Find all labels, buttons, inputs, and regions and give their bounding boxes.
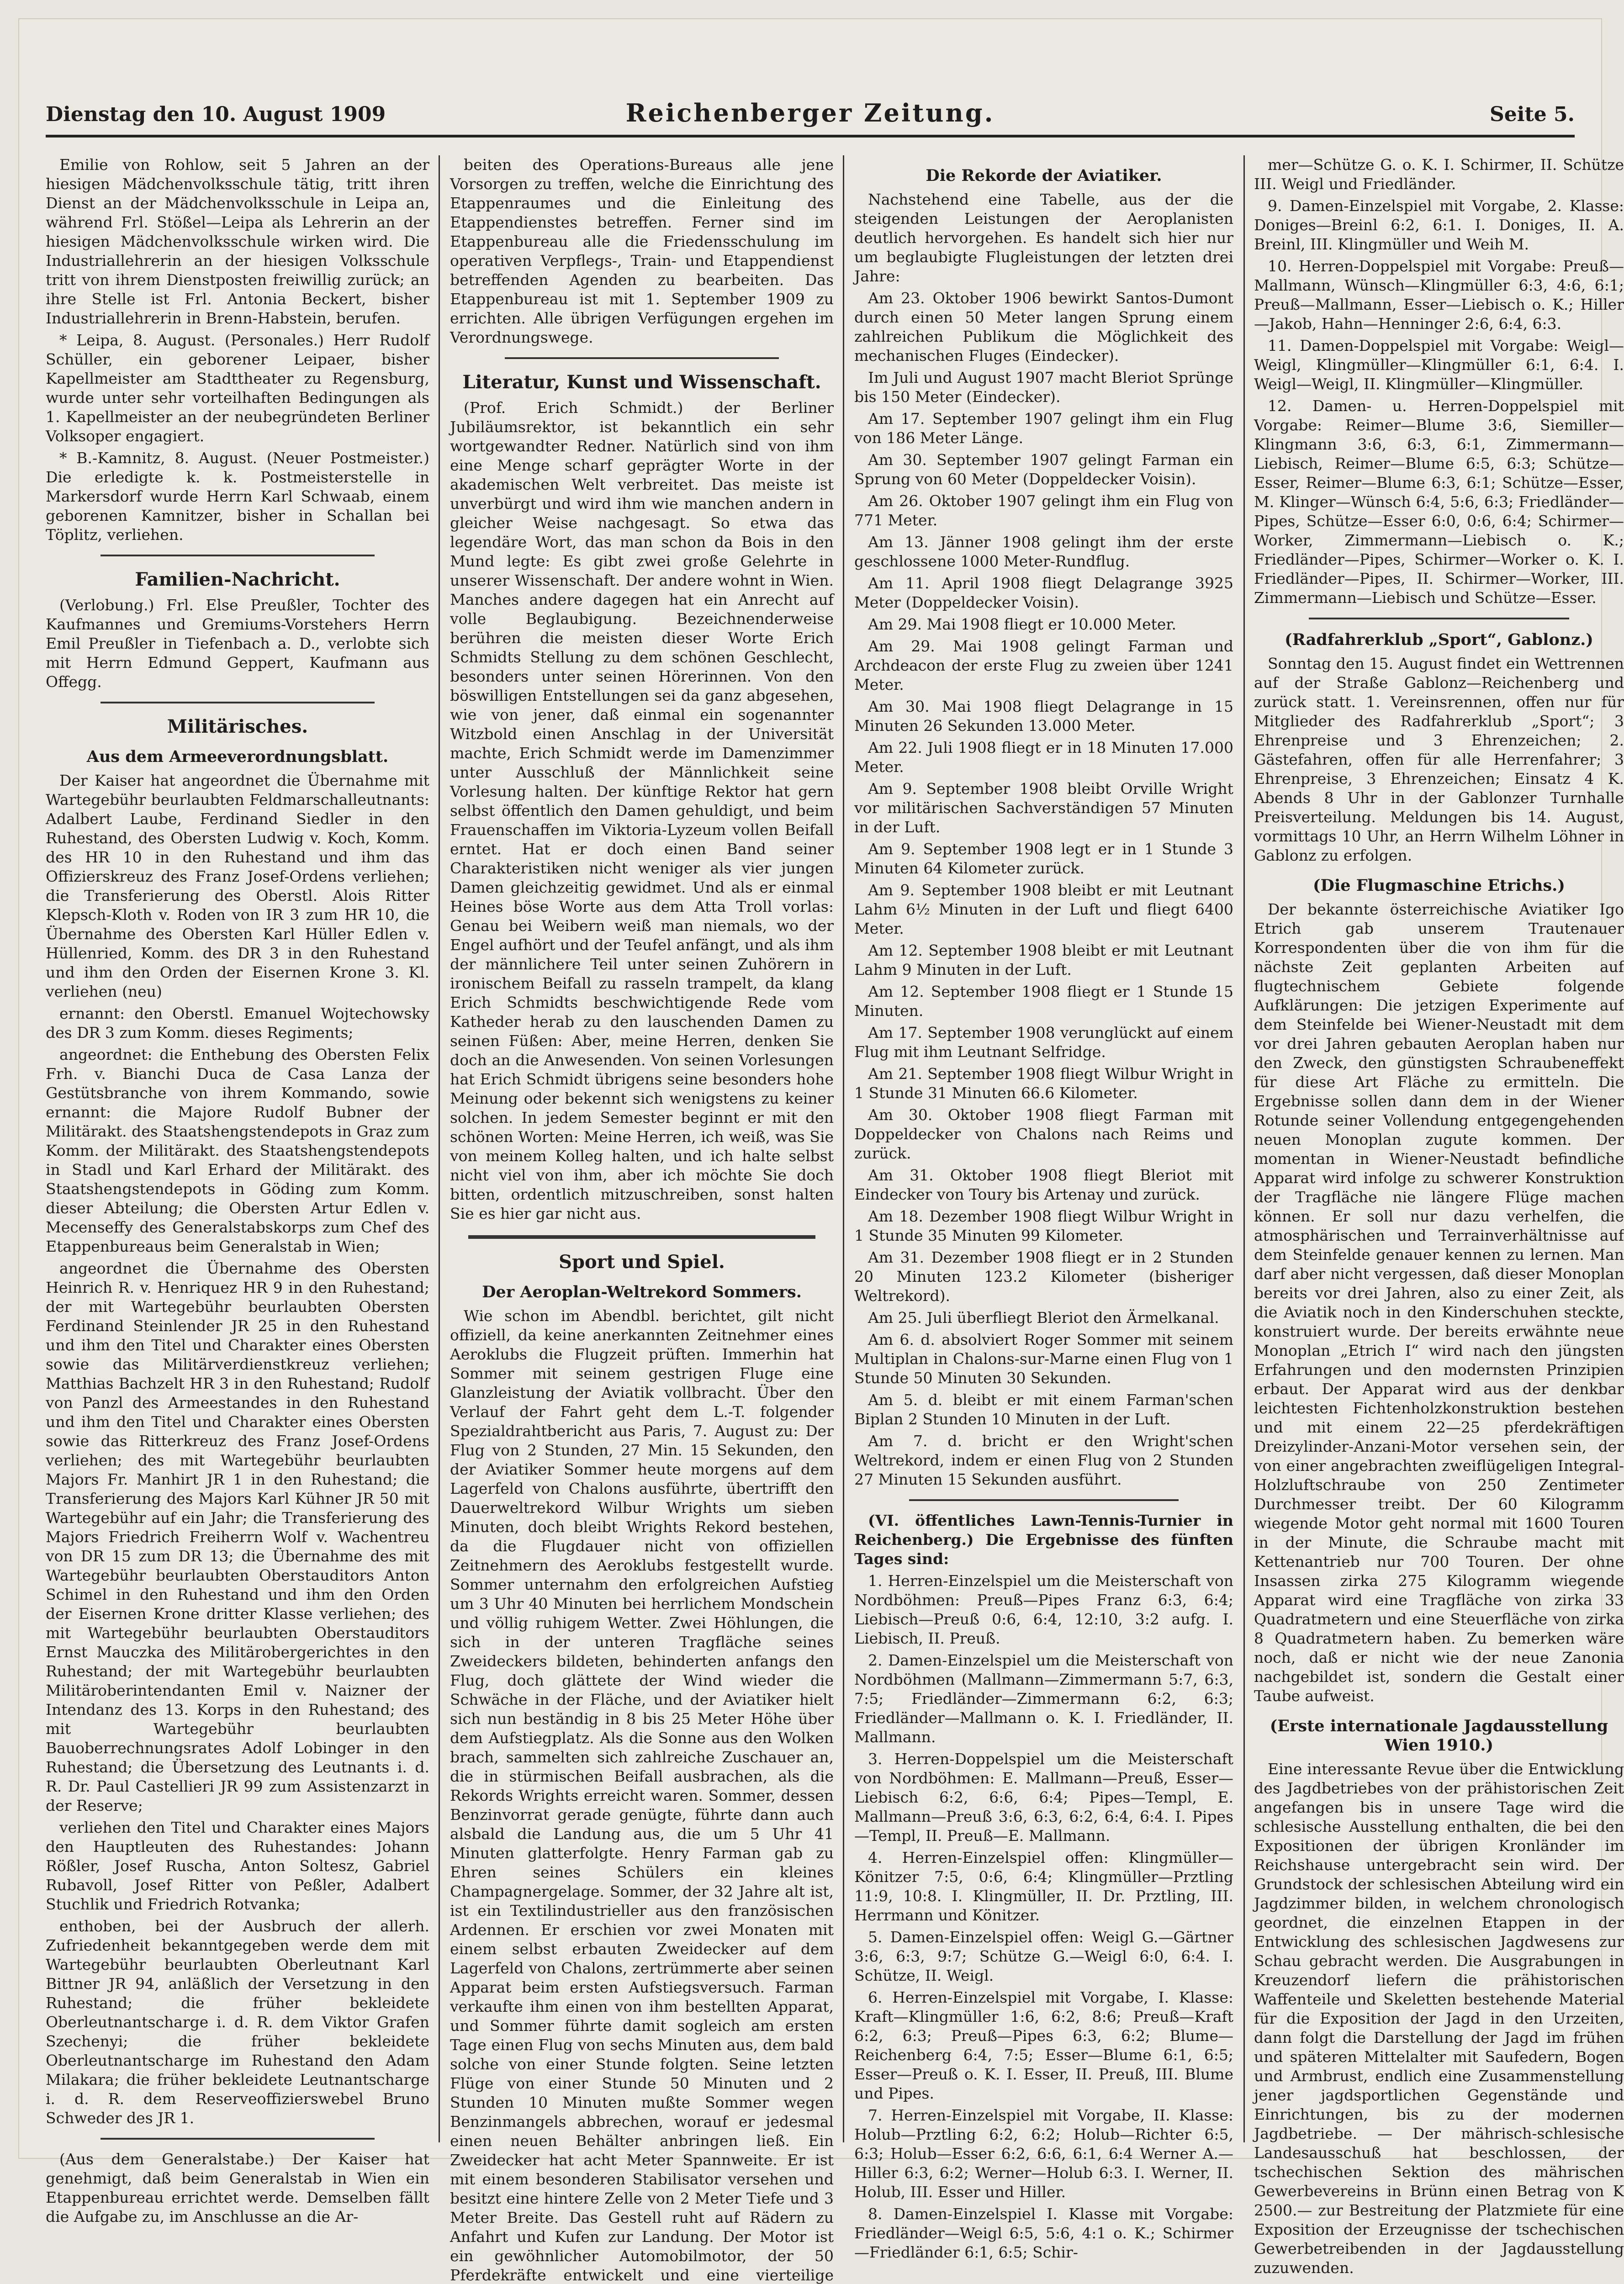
result-entry: 3. Herren-Doppelspiel um die Meisterschaft von Nordböhmen: E. Mallmann—Preuß, Esser—Liebisch 6:2, 6:6, 6:4; Pipes—Templ, E. Mallmann—Preuß 3:6, 6:3, 6:2, 6:4, 6:4. I. Pipes—Templ, II. Preuß—E. Mallmann. [854, 1750, 1233, 1845]
record-entry: Am 26. Oktober 1907 gelingt ihm ein Flug von 771 Meter. [854, 492, 1233, 529]
article-paragraph: * Leipa, 8. August. (Personales.) Herr Rudolf Schüller, ein geborener Leipaer, bisher Kapellmeister am Stadttheater zu Regensburg, wurde unter sehr vorteilhaften Bedingungen als 1. Kapellmeister an der neubegründeten Berliner Volksoper engagiert. [46, 331, 429, 445]
article-paragraph: enthoben, bei der Ausbruch der allerh. Zufriedenheit bekanntgegeben werde dem mit Wartegebühr beurlaubten Oberleutnant Karl Bittner JR 94, anläßlich der Versetzung in den Ruhestand; die früher bekleidete Oberleutnantscharge i. d. R. dem Viktor Grafen Szechenyi; die früher bekleidete Oberleutnantscharge im Ruhestand den Adam Milakara; die früher bekleidete Leutnantscharge i. d. R. dem Reserveoffizierswebel Bruno Schweder des JR 1. [46, 1917, 429, 2127]
record-entry: Am 5. d. bleibt er mit einem Farman'schen Biplan 2 Stunden 10 Minuten in der Luft. [854, 1391, 1233, 1428]
newspaper-title: Reichenberger Zeitung. [625, 98, 995, 127]
section-divider [101, 555, 375, 556]
result-entry: 5. Damen-Einzelspiel offen: Weigl G.—Gärtner 3:6, 6:3, 9:7; Schütze G.—Weigl 6:0, 6:4. I. Schütze, II. Weigl. [854, 1928, 1233, 1984]
record-entry: Im Juli und August 1907 macht Bleriot Sprünge bis 150 Meter (Eindecker). [854, 369, 1233, 406]
article-paragraph: Wie schon im Abendbl. berichtet, gilt nicht offiziell, da keine anerkannten Zeitnehmer eines Aeroklubs die Flugzeit prüften. Immerhin hat Sommer mit seinem gestrigen Fluge eine Glanzleistung der Aviatik vollbracht. Über den Verlauf der Fahrt geht dem L.-T. folgender Spezialdrahtbericht aus Paris, 7. August zu: Der Flug von 2 Stunden, 27 Min. 15 Sekunden, den der Aviatiker Sommer heute morgens auf dem Lagerfeld von Chalons ausführte, übertrifft den Dauerweltrekord Wilbur Wrights um sieben Minuten, doch bleibt Wrights Rekord bestehen, da die Flugdauer nicht von offiziellen Zeitnehmern des Aeroklubs festgestellt wurde. Sommer unternahm den erfolgreichen Aufstieg um 3 Uhr 40 Minuten bei herrlichem Mondschein und völlig ruhigem Wetter. Zwei Höhlungen, die sich in der unteren Tragfläche seines Zweideckers bildeten, behinderten anfangs den Flug, doch glättete der Wind wieder die Schwäche in der Fläche, und der Aviatiker hielt sich nun beständig in 8 bis 25 Meter Höhe über dem Aufstiegplatz. Als die Sonne aus den Wolken brach, sammelten sich zahlreiche Zuschauer an, die in stürmischen Beifall ausbrachen, als die Rekords Wrights erreicht waren. Sommer, dessen Benzinvorrat gerade genügte, führte dann auch alsbald die Landung aus, die um 5 Uhr 41 Minuten glatterfolgte. Henry Farman gab zu Ehren seines Schülers ein kleines Champagnergelage. Sommer, der 32 Jahre alt ist, ist ein Textilindustrieller aus den französischen Ardennen. Er erschien vor zwei Monaten mit einem selbst erbauten Zweidecker auf dem Lagerfeld von Chalons, zertrümmerte aber seinen Apparat beim ersten Aufstiegsversuch. Farman verkaufte ihm einen von ihm bestellten Apparat, und Sommer führte damit sogleich am ersten Tage einen Flug von sechs Minuten aus, dem bald solche von einer Stunde folgten. Seine letzten Flüge von einer Stunde 50 Minuten und 2 Stunden 10 Minuten mußte Sommer wegen Benzinmangels abbrechen, worauf er jedesmal einen neuen Behälter anbringen ließ. Ein Zweidecker hat acht Meter Spannweite. Er ist mit einem besonderen Stabilisator versehen und besitzt eine hintere Zelle von 2 Meter Tiefe und 3 Meter Breite. Das Gestell ruht auf Rädern zu Anfahrt und Kufen zur Landung. Der Motor ist ein gewöhnlicher Automobilmotor, der 50 Pferdekräfte entwickelt und eine vierteilige [450, 1307, 834, 2284]
record-entry: Am 17. September 1907 gelingt ihm ein Flug von 186 Meter Länge. [854, 410, 1233, 447]
section-heading: Militärisches. [167, 716, 308, 737]
subsection-heading: Aus dem Armeeverordnungsblatt. [86, 747, 389, 766]
result-entry: 10. Herren-Doppelspiel mit Vorgabe: Preuß—Mallmann, Wünsch—Klingmüller 6:3, 4:6, 6:1; Preuß—Mallmann, Esser—Liebisch o. K.; Hiller—Jakob, Hahn—Henninger 2:6, 6:4, 6:3. [1254, 257, 1624, 333]
section-divider [101, 702, 375, 703]
section-divider [468, 1235, 815, 1239]
section-heading: Literatur, Kunst und Wissenschaft. [462, 371, 821, 393]
section-divider [909, 1499, 1179, 1501]
section-divider [101, 2138, 375, 2140]
article-paragraph: ernannt: den Oberstl. Emanuel Wojtechowsky des DR 3 zum Komm. dieses Regiments; [46, 1005, 429, 1042]
record-entry: Am 29. Mai 1908 gelingt Farman und Archdeacon der erste Flug zu zweien über 1241 Meter. [854, 637, 1233, 693]
article-paragraph: Emilie von Rohlow, seit 5 Jahren an der hiesigen Mädchenvolksschule tätig, tritt ihren Dienst an der Mädchenvolksschule in Leipa an, während Frl. Stößel—Leipa als Lehrerin an der hiesigen Mädchenvolksschule wirken wird. Die Industriallehrerin an der hiesigen Volksschule tritt von ihrem Dienstposten freiwillig zurück; an ihre Stelle ist Frl. Antonia Beckert, bisher Industriallehrerin in Brenn-Habstein, berufen. [46, 156, 429, 327]
record-entry: Am 7. d. bricht er den Wright'schen Weltrekord, indem er einen Flug von 2 Stunden 27 Minuten 15 Sekunden ausführt. [854, 1432, 1233, 1488]
result-entry: 8. Damen-Einzelspiel I. Klasse mit Vorgabe: Friedländer—Weigl 6:5, 5:6, 4:1 o. K.; Schirmer—Friedländer 6:1, 6:5; Schir- [854, 2205, 1233, 2261]
article-paragraph: beiten des Operations-Bureaus alle jene Vorsorgen zu treffen, welche die Einrichtung des Etappenraumes und die Einleitung des Etappendienstes betreffen. Ferner sind im Etappenbureau alle die Friedensschulung im operativen Verpflegs-, Train- und Etappendienst betreffenden Agenden zu bearbeiten. Das Etappenbureau ist mit 1. September 1909 zu errichten. Alle übrigen Verfügungen ergehen im Verordnungswege. [450, 156, 834, 346]
article-paragraph: verliehen den Titel und Charakter eines Majors den Hauptleuten des Ruhestandes: Johann Rößler, Josef Ruscha, Anton Soltesz, Gabriel Rubavoll, Josef Ritter von Peßler, Adalbert Stuchlik und Friedrich Rotvanka; [46, 1819, 429, 1913]
page-header [46, 94, 1575, 137]
record-entry: Am 9. September 1908 bleibt er mit Leutnant Lahm 6½ Minuten in der Luft und fliegt 6400 Meter. [854, 881, 1233, 937]
column-1 [46, 155, 429, 2226]
result-entry: 6. Herren-Einzelspiel mit Vorgabe, I. Klasse: Kraft—Klingmüller 1:6, 6:2, 8:6; Preuß—Kraft 6:2, 6:3; Preuß—Pipes 6:3, 6:2; Blume—Reichenberg 6:4, 7:5; Esser—Blume 6:1, 6:5; Esser—Preuß o. K. I. Esser, II. Preuß, III. Blume und Pipes. [854, 1988, 1233, 2102]
article-paragraph: (Prof. Erich Schmidt.) der Berliner Jubiläumsrektor, ist bekanntlich ein sehr wortgewandter Redner. Natürlich sind von ihm eine Menge scharf geprägter Worte in der akademischen Welt verbreitet. Das meiste ist unverbürgt und wird ihm wie manchen andern in gleicher Weise nachgesagt. So etwa das legendäre Wort, das man schon da Bois in den Mund legte: Es gibt zwei große Gelehrte in unserer Wissenschaft. Der andere wohnt in Wien. Manches andere dagegen hat ein Anrecht auf volle Beglaubigung. Bezeichnenderweise berühren die meisten dieser Worte Erich Schmidts Stellung zu dem schönen Geschlecht, besonders unter seinen Hörerinnen. Von den böswilligen Entstellungen sei da ganz abgesehen, wie von jener, daß einmal ein sogenannter Witzbold einen Anschlag in der Universität machte, Erich Schmidt werde im Damenzimmer unter Ausschluß der Männlichkeit seine Vorlesung halten. Der künftige Rektor hat gern selbst öffentlich den Damen gehuldigt, und beim Frauenschaffen im Viktoria-Lyzeum vollen Beifall erntet. Hat er doch einen Band seiner Charakteristiken nicht weniger als vier jungen Damen gleichzeitig gewidmet. Und als er einmal Heines böse Worte aus dem Atta Troll vorlas: Genau bei Weibern weiß man niemals, wo der Engel aufhört und der Teufel anfängt, und als ihm der männlichere Teil unter seinen Zuhörern in ironischem Beifall zu rasseln trampelt, da klang Erich Schmidts beschwichtigende Rede vom Katheder herab zu den lauschenden Damen zu seinen Füßen: Aber, meine Herren, denken Sie doch an die Anwesenden. Von seinen Vorlesungen hat Erich Schmidt übrigens seine besonders hohe Meinung oder bekennt sich wenigstens zu keiner solchen. In jedem Semester beginnt er mit den schönen Worten: Meine Herren, ich weiß, was Sie von meinem Kolleg halten, und ich halte selbst nicht viel von ihm, aber ich möchte Sie doch bitten, ordentlich mitzuschreiben, sonst halten Sie es hier gar nicht aus. [450, 399, 834, 1222]
record-entry: Am 12. September 1908 bleibt er mit Leutnant Lahm 9 Minuten in der Luft. [854, 941, 1233, 978]
page-number: Seite 5. [1489, 103, 1575, 126]
record-entry: Am 11. April 1908 fliegt Delagrange 3925 Meter (Doppeldecker Voisin). [854, 574, 1233, 611]
record-entry: Am 30. Mai 1908 fliegt Delagrange in 15 Minuten 26 Sekunden 13.000 Meter. [854, 698, 1233, 735]
article-paragraph: Sonntag den 15. August findet ein Wettrennen auf der Straße Gablonz—Reichenberg und zurück statt. 1. Vereinsrennen, offen nur für Mitglieder des Radfahrerklub „Sport“; 3 Ehrenpreise und 3 Ehrenzeichen; 2. Gästefahren, offen für alle Herrenfahrer; 3 Ehrenpreise, 3 Ehrenzeichen; Einsatz 4 K. Abends 8 Uhr in der Gablonzer Turnhalle Preisverteilung. Meldungen bis 14. August, vormittags 10 Uhr, an Herrn Wilhelm Löhner in Gablonz zu erfolgen. [1254, 655, 1624, 864]
record-entry: Am 31. Dezember 1908 fliegt er in 2 Stunden 20 Minuten 123.2 Kilometer (bisheriger Weltrekord). [854, 1248, 1233, 1305]
section-divider [1309, 618, 1569, 619]
record-entry: Am 21. September 1908 fliegt Wilbur Wright in 1 Stunde 31 Minuten 66.6 Kilometer. [854, 1065, 1233, 1102]
record-entry: Am 31. Oktober 1908 fliegt Bleriot mit Eindecker von Toury bis Artenay und zurück. [854, 1166, 1233, 1203]
result-entry: 11. Damen-Doppelspiel mit Vorgabe: Weigl—Weigl, Klingmüller—Klingmüller 6:1, 6:4. I. Weigl—Weigl, II. Klingmüller—Klingmüller. [1254, 337, 1624, 393]
result-entry: 12. Damen- u. Herren-Doppelspiel mit Vorgabe: Reimer—Blume 3:6, Siemiller—Klingmann 3:6, 6:3, 6:1, Zimmermann—Liebisch, Reimer—Blume 6:5, 6:3; Schütze—Esser, Reimer—Blume 6:3, 6:1; Schütze—Esser, M. Klinger—Wünsch 6:4, 5:6, 6:3; Friedländer—Pipes, Schütze—Esser 6:0, 0:6, 6:4; Schirmer—Worker, Zimmermann—Liebisch o. K.; Friedländer—Pipes, Schirmer—Worker o. K. I. Friedländer—Pipes, II. Schirmer—Worker, III. Zimmermann—Liebisch und Schütze—Esser. [1254, 397, 1624, 607]
column-rule [1243, 155, 1245, 2142]
article-paragraph: (VI. öffentliches Lawn-Tennis-Turnier in Reichenberg.) Die Ergebnisse des fünften Tages sind: [854, 1512, 1233, 1568]
article-paragraph: (Verlobung.) Frl. Else Preußler, Tochter des Kaufmannes und Gremiums-Vorstehers Herrn Emil Preußler in Tiefenbach a. D., verlobte sich mit Herrn Edmund Geppert, Kaufmann aus Offegg. [46, 596, 429, 691]
result-entry: 9. Damen-Einzelspiel mit Vorgabe, 2. Klasse: Doniges—Breinl 6:2, 6:1. I. Doniges, II. A. Breinl, III. Klingmüller und Weih M. [1254, 197, 1624, 253]
article-paragraph: angeordnet die Übernahme des Obersten Heinrich R. v. Henriquez HR 9 in den Ruhestand; der mit Wartegebühr beurlaubten Obersten Ferdinand Steinlender JR 25 in den Ruhestand und ihm den Titel und Charakter eines Obersten sowie das Militärverdienstkreuz verliehen; Matthias Bachzelt HR 3 in den Ruhestand; Rudolf von Panzl des Armeestandes in den Ruhestand und ihm den Titel und Charakter eines Obersten sowie das Ritterkreuz des Franz Josef-Ordens verliehen; des mit Wartegebühr beurlaubten Majors Fr. Manhirt JR 1 in den Ruhestand; die Transferierung des Majors Karl Kühner JR 50 mit Wartegebühr auf ein Jahr; die Transferierung des Majors Friedrich Freiherrn Wolf v. Wachentreu von DR 15 zum DR 13; die Übernahme des mit Wartegebühr beurlaubten Oberstauditors Anton Schimel in den Ruhestand und ihm den Orden der Eisernen Krone dritter Klasse verliehen; des mit Wartegebühr beurlaubten Oberstauditors Ernst Mauczka des Militärobergerichtes in den Ruhestand; der mit Wartegebühr beurlaubten Militäroberintendanten Emil v. Naizner der Intendanz des 13. Korps in den Ruhestand; des mit Wartegebühr beurlaubten Bauoberrechnungsrates Adolf Lobinger in den Ruhestand; die Übersetzung des Leutnants i. d. R. Dr. Paul Castellieri JR 99 zum Assistenzarzt in der Reserve; [46, 1259, 429, 1814]
column-rule [439, 155, 440, 2142]
article-paragraph: Der bekannte österreichische Aviatiker Igo Etrich gab unserem Trautenauer Korrespondenten über die von ihm für die nächste Zeit geplanten Arbeiten auf flugtechnischem Gebiete folgende Aufklärungen: Die jetzigen Experimente auf dem Steinfelde bei Wiener-Neustadt mit dem vor drei Jahren gebauten Aeroplan haben nur den Zweck, den günstigsten Schraubeneffekt für diese Art Fläche zu ermitteln. Die Ergebnisse sollen dann dem in der Wiener Rotunde seiner Vollendung entgegengehenden neuen Monoplan zugute kommen. Der momentan in Wiener-Neustadt befindliche Apparat wird infolge zu schwerer Konstruktion der Tragfläche nie längere Flüge machen können. Er soll nur dazu verhelfen, die atmosphärischen und Terrainverhältnisse auf dem Steinfelde genauer kennen zu lernen. Man darf aber nicht vergessen, daß dieser Monoplan bereits vor drei Jahren, also zu einer Zeit, als die Aviatik noch in den Kinderschuhen steckte, konstruiert wurde. Der bereits erwähnte neue Monoplan „Etrich I“ wird nach den jüngsten Erfahrungen und den modernsten Prinzipien erbaut. Der Apparat wird aus der denkbar leichtesten Fichtenholzkonstruktion bestehen und mit einem 22—25 pferdekräftigen Dreizylinder-Anzani-Motor versehen sein, der von einer angebrachten zweiflügeligen Integral-Holzluftschraube von 250 Zentimeter Durchmesser treibt. Der 60 Kilogramm wiegende Motor geht normal mit 1600 Touren in der Minute, die Schraube macht mit Kettenantrieb nur 700 Touren. Der ohne Insassen zirka 275 Kilogramm wiegende Apparat wird eine Tragfläche von zirka 33 Quadratmetern und eine Steuerfläche von zirka 8 Quadratmetern haben. Zu bemerken wäre noch, daß er nicht wie der neue Zanonia nachgebildet ist, sondern die Gestalt einer Taube aufweist. [1254, 900, 1624, 1705]
article-paragraph: Nachstehend eine Tabelle, aus der die steigenden Leistungen der Aeroplanisten deutlich hervorgehen. Es handelt sich hier nur um beglaubigte Flugleistungen der letzten drei Jahre: [854, 190, 1233, 285]
record-entry: Am 30. September 1907 gelingt Farman ein Sprung von 60 Meter (Doppeldecker Voisin). [854, 451, 1233, 488]
column-2 [450, 155, 834, 2284]
subsection-heading: Die Rekorde der Aviatiker. [926, 166, 1162, 185]
article-paragraph: Eine interessante Revue über die Entwicklung des Jagdbetriebes von der prähistorischen Zeit angefangen bis in unsere Tage wird die schlesische Ausstellung enthalten, die bei den Expositionen der übrigen Kronländer im Reichshause untergebracht sein wird. Der Grundstock der schlesischen Abteilung wird ein Jagdzimmer bilden, in welchem chronologisch geordnet, die einzelnen Etappen in der Entwicklung des schlesischen Jagdwesens zur Schau gebracht werden. Die Ausgrabungen in Kreuzendorf liefern die prähistorischen Waffenteile und Skeletten bestehende Material für die Exposition der Jagd in den Urzeiten, dann folgt die Darstellung der Jagd im frühen und späteren Mittelalter mit Saufedern, Bogen und Armbrust, endlich eine Zusammenstellung jener jagdsportlichen Gegenstände und Einrichtungen, bis zu der modernen Jagdbetriebe. — Der mährisch-schlesische Landesausschuß hat beschlossen, der tschechischen Sektion des mährischen Gewerbevereins in Brünn einen Betrag von K 2500.— zur Bestreitung der Platzmiete für eine Exposition der Erzeugnisse der tschechischen Gewerbetreibenden in der Jagdausstellung zuzuwenden. [1254, 1760, 1624, 2277]
result-entry: mer—Schütze G. o. K. I. Schirmer, II. Schütze III. Weigl und Friedländer. [1254, 156, 1624, 193]
article-paragraph: angeordnet: die Enthebung des Obersten Felix Frh. v. Bianchi Duca de Casa Lanza der Gestütsbranche von ihrem Kommando, sowie ernannt: die Majore Rudolf Bubner der Militärakt. des Staatshengstendepots in Graz zum Komm. der Militärakt. des Staatshengstendepots in Stadl und Karl Erhard der Militärakt. des Staatshengstendepots in Göding zum Komm. dieser Abteilung; die Obersten Artur Edlen v. Mecenseffy des Generalstabskorps zum Chef des Etappenbureaus beim Generalstab in Wien; [46, 1046, 429, 1255]
column-3 [854, 155, 1233, 2261]
record-entry: Am 9. September 1908 bleibt Orville Wright vor militärischen Sachverständigen 57 Minuten in der Luft. [854, 780, 1233, 836]
record-entry: Am 23. Oktober 1906 bewirkt Santos-Dumont durch einen 50 Meter langen Sprung einem zahlreichen Publikum die Möglichkeit des mechanischen Fluges (Eindecker). [854, 289, 1233, 365]
section-heading: Familien-Nachricht. [135, 569, 340, 590]
record-entry: Am 30. Oktober 1908 fliegt Farman mit Doppeldecker von Chalons nach Reims und zurück. [854, 1106, 1233, 1162]
record-entry: Am 18. Dezember 1908 fliegt Wilbur Wright in 1 Stunde 35 Minuten 99 Kilometer. [854, 1207, 1233, 1244]
result-entry: 2. Damen-Einzelspiel um die Meisterschaft von Nordböhmen (Mallmann—Zimmermann 5:7, 6:3, 7:5; Friedländer—Zimmermann 6:2, 6:3; Friedländer—Mallmann o. K. I. Friedländer, II. Mallmann. [854, 1651, 1233, 1746]
record-entry: Am 12. September 1908 fliegt er 1 Stunde 15 Minuten. [854, 983, 1233, 1020]
record-entry: Am 17. September 1908 verunglückt auf einem Flug mit ihm Leutnant Selfridge. [854, 1024, 1233, 1061]
record-entry: Am 22. Juli 1908 fliegt er in 18 Minuten 17.000 Meter. [854, 739, 1233, 776]
article-paragraph: Der Kaiser hat angeordnet die Übernahme mit Wartegebühr beurlaubten Feldmarschalleutnants: Adalbert Laube, Ferdinand Siedler in den Ruhestand, des Obersten Ludwig v. Koch, Komm. des HR 10 in den Ruhestand und ihm das Offizierskreuz des Franz Josef-Ordens verliehen; die Transferierung des Oberstl. Alois Ritter Klepsch-Kloth v. Roden von IR 3 zum HR 10, die Übernahme des Obersten Karl Hüller Edlen v. Hüllenried, Komm. des DR 3 in den Ruhestand und ihm den Orden der Eisernen Krone 3. Kl. verliehen (neu) [46, 772, 429, 1000]
result-entry: 1. Herren-Einzelspiel um die Meisterschaft von Nordböhmen: Preuß—Pipes Franz 6:3, 6:4; Liebisch—Preuß 0:6, 6:4, 12:10, 3:2 aufg. I. Liebisch, II. Preuß. [854, 1572, 1233, 1647]
record-entry: Am 25. Juli überfliegt Bleriot den Ärmelkanal. [868, 1309, 1219, 1327]
section-heading: Sport und Spiel. [559, 1251, 725, 1273]
record-entry: Am 29. Mai 1908 fliegt er 10.000 Meter. [868, 615, 1177, 633]
record-entry: Am 13. Jänner 1908 gelingt ihm der erste geschlossene 1000 Meter-Rundflug. [854, 533, 1233, 570]
article-paragraph: (Aus dem Generalstabe.) Der Kaiser hat genehmigt, daß beim Generalstab in Wien ein Etappenbureau errichtet werde. Demselben fällt die Aufgabe zu, im Anschlusse an die Ar- [46, 2150, 429, 2226]
header-date: Dienstag den 10. August 1909 [46, 103, 386, 126]
article-paragraph: * B.-Kamnitz, 8. August. (Neuer Postmeister.) Die erledigte k. k. Postmeisterstelle in Markersdorf wurde Herrn Karl Schwaab, einem geborenen Kamnitzer, bisher in Schallan bei Töplitz, verliehen. [46, 449, 429, 544]
subsection-heading: (Die Flugmaschine Etrichs.) [1313, 876, 1565, 895]
subsection-heading: (Radfahrerklub „Sport“, Gablonz.) [1285, 630, 1593, 649]
result-entry: 4. Herren-Einzelspiel offen: Klingmüller—Könitzer 7:5, 0:6, 6:4; Klingmüller—Prztling 11:9, 10:8. I. Klingmüller, II. Dr. Prztling, III. Herrmann und Könitzer. [854, 1849, 1233, 1924]
record-entry: Am 6. d. absolviert Roger Sommer mit seinem Multiplan in Chalons-sur-Marne einen Flug von 1 Stunde 50 Minuten 30 Sekunden. [854, 1331, 1233, 1387]
record-entry: Am 9. September 1908 legt er in 1 Stunde 3 Minuten 64 Kilometer zurück. [854, 840, 1233, 877]
column-rule [843, 155, 844, 2142]
subsection-heading: (Erste internationale Jagdausstellung Wien 1910.) [1270, 1717, 1608, 1755]
result-entry: 7. Herren-Einzelspiel mit Vorgabe, II. Klasse: Holub—Prztling 6:2, 6:2; Holub—Richter 6:5, 6:3; Holub—Esser 6:2, 6:6, 6:1, 6:4 Werner A.—Hiller 6:3, 6:2; Werner—Holub 6:3. I. Werner, II. Holub, III. Esser und Hiller. [854, 2106, 1233, 2201]
subsection-heading: Der Aeroplan-Weltrekord Sommers. [482, 1283, 802, 1301]
section-divider [505, 357, 779, 359]
newspaper-page [18, 18, 1624, 2284]
column-4 [1254, 155, 1624, 2277]
